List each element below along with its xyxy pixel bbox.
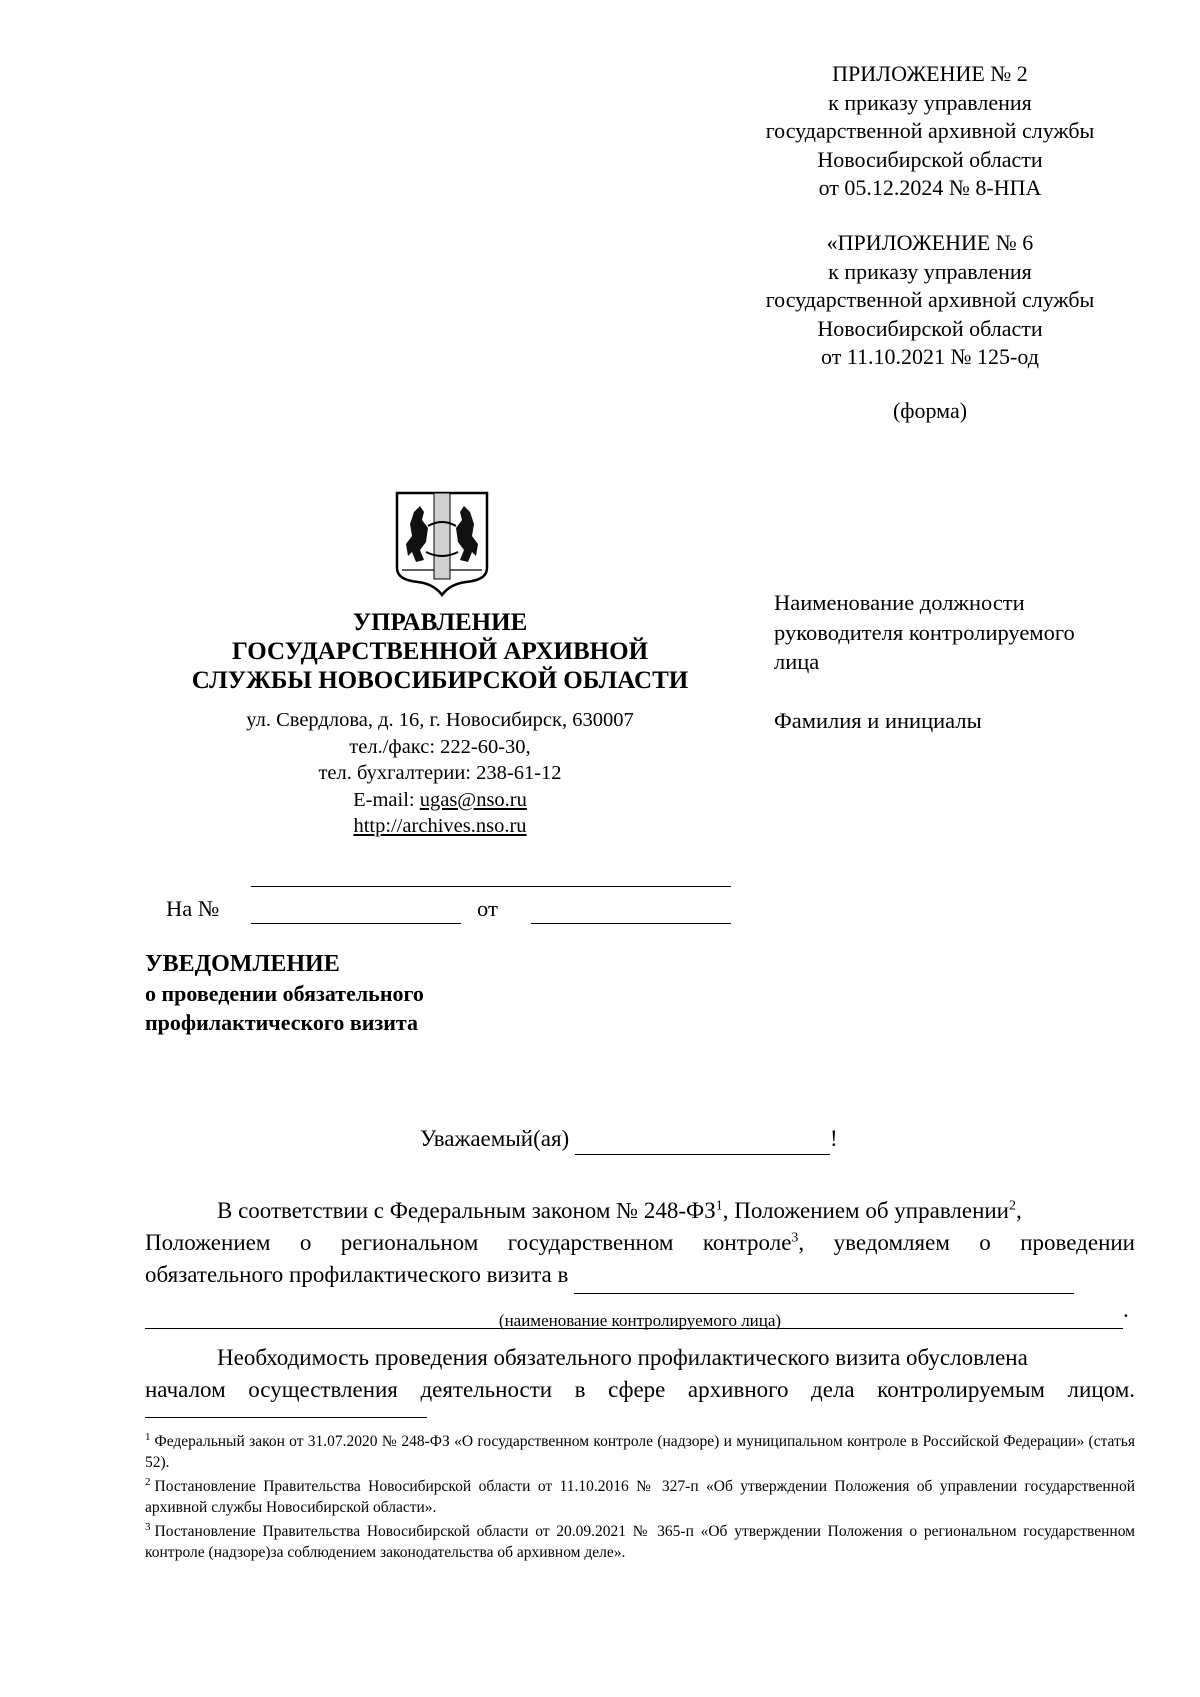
organization-name-line: УПРАВЛЕНИЕ: [352, 609, 528, 636]
paragraph-reason: [145, 1342, 1135, 1406]
footnote: [145, 1432, 1135, 1473]
appendix-line: государственной архивной службы: [765, 118, 1095, 143]
appendix-line: Новосибирской области: [817, 315, 1043, 341]
footnote-separator: [145, 1417, 427, 1418]
footnote: [145, 1477, 1135, 1518]
organization-name: [160, 608, 720, 695]
footnote-ref: 2: [1009, 1198, 1016, 1214]
paragraph-line: началом осуществления деятельности в сфере архивного дела контролируемым лицом.: [145, 1377, 1135, 1402]
appendix-line: государственной архивной службы: [765, 287, 1095, 312]
paragraph-line: [145, 1227, 1135, 1259]
footnote-ref: 1: [715, 1198, 723, 1214]
paragraph-text: , уведомляем о проведении: [798, 1230, 1135, 1255]
coat-of-arms-icon: [394, 490, 490, 598]
salutation: [420, 1126, 838, 1155]
organization-contacts: [160, 707, 720, 840]
recipient-position-line: руководителя контролируемого: [774, 619, 1075, 645]
paragraph-basis: [145, 1195, 1135, 1329]
notice-title-main: УВЕДОМЛЕНИЕ: [145, 951, 340, 977]
recipient-position-line: Наименование должности: [774, 590, 1025, 615]
website-link[interactable]: http://archives.nso.ru: [353, 815, 527, 837]
recipient-name: Фамилия и инициалы: [774, 707, 982, 733]
footnote: [145, 1522, 1135, 1563]
salutation-end: !: [829, 1126, 838, 1151]
controlled-entity-blank: [574, 1261, 1074, 1294]
email-link[interactable]: ugas@nso.ru: [419, 788, 527, 811]
reference-date-blank: [531, 923, 731, 924]
organization-email-row: [160, 787, 720, 814]
appendix-line: от 11.10.2021 № 125-од: [821, 344, 1039, 369]
appendix-line: «ПРИЛОЖЕНИЕ № 6: [826, 230, 1034, 255]
footnote-mark: 3: [145, 1520, 151, 1533]
paragraph-text: .: [1123, 1297, 1129, 1322]
footnote-text: Постановление Правительства Новосибирской области от 11.10.2016 № 327-п «Об утверждении Положения об управлении государственной архивной службы Новосибирской области».: [145, 1478, 1135, 1516]
footnote-text: Постановление Правительства Новосибирской области от 20.09.2021 № 365-п «Об утверждении Положения о региональном государственном контроле (надзоре)за соблюдением законодательства об архивном деле».: [145, 1523, 1135, 1561]
outgoing-number-line: [251, 886, 731, 887]
recipient-block: [774, 588, 1174, 735]
paragraph-line: [145, 1195, 1135, 1227]
organization-name-line: СЛУЖБЫ НОВОСИБИРСКОЙ ОБЛАСТИ: [191, 667, 689, 694]
salutation-text: Уважаемый(ая): [420, 1126, 570, 1151]
form-label: (форма): [892, 398, 968, 423]
notice-subtitle-line: профилактического визита: [145, 1010, 418, 1035]
notice-subtitle-line: о проведении обязательного: [145, 981, 424, 1006]
appendix-line: к приказу управления: [828, 89, 1032, 115]
reference-date-label: от: [477, 896, 498, 921]
footnote-mark: 2: [145, 1475, 151, 1488]
paragraph-text: обязательного профилактического визита в: [145, 1262, 569, 1287]
appendix-line: к приказу управления: [828, 258, 1032, 284]
field-caption: (наименование контролируемого лица): [498, 1311, 782, 1330]
appendix-header-current: [730, 60, 1130, 203]
footnote-mark: 1: [145, 1430, 151, 1443]
paragraph-text: , Положением об управлении: [722, 1198, 1009, 1223]
organization-name-line: ГОСУДАРСТВЕННОЙ АРХИВНОЙ: [231, 638, 649, 665]
addressee-name-blank: [575, 1128, 830, 1155]
organization-phone-fax: тел./факс: 222-60-30,: [349, 735, 531, 758]
paragraph-line: Необходимость проведения обязательного профилактического визита обусловлена: [217, 1345, 1028, 1370]
appendix-line: от 05.12.2024 № 8-НПА: [818, 175, 1042, 200]
organization-address: ул. Свердлова, д. 16, г. Новосибирск, 630007: [246, 709, 634, 731]
appendix-line: ПРИЛОЖЕНИЕ № 2: [832, 61, 1028, 86]
appendix-line: Новосибирской области: [817, 146, 1043, 172]
notice-title: [145, 950, 424, 1037]
footnote-ref: 3: [791, 1230, 799, 1246]
paragraph-text: Положением о региональном государственном контроле: [145, 1230, 792, 1255]
reference-number-blank: [251, 923, 461, 924]
recipient-position-line: лица: [774, 649, 820, 674]
paragraph-text: ,: [1016, 1198, 1022, 1223]
organization-phone-accounting: тел. бухгалтерии: 238-61-12: [318, 762, 562, 784]
reference-number-label: На №: [166, 896, 220, 921]
paragraph-text: В соответствии с Федеральным законом № 248-ФЗ: [217, 1198, 716, 1223]
appendix-header-original: [730, 229, 1130, 372]
footnote-text: Федеральный закон от 31.07.2020 № 248-ФЗ «О государственном контроле (надзоре) и муниципальном контроле в Российской Федерации» (статья 52).: [145, 1433, 1135, 1471]
email-label: E-mail:: [353, 788, 420, 811]
footnotes: [145, 1432, 1135, 1567]
paragraph-line: [145, 1259, 1135, 1294]
